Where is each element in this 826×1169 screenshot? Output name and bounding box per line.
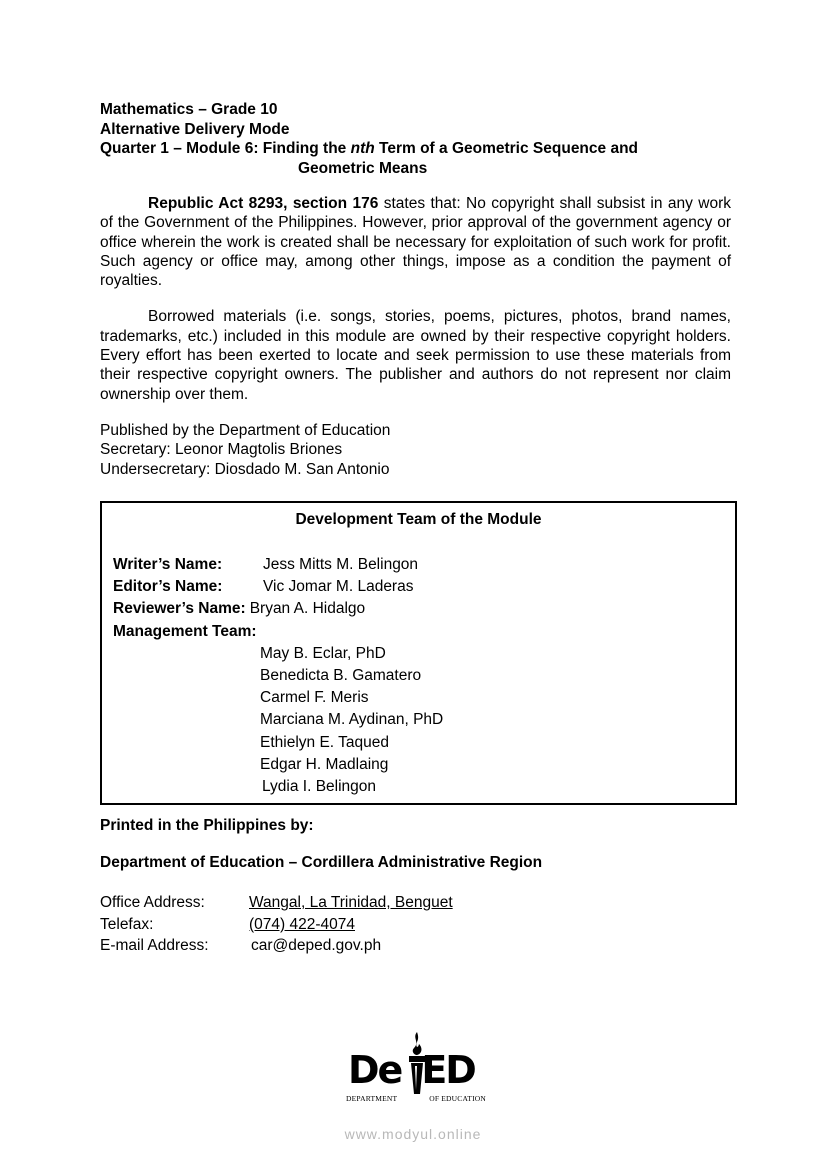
editor-row: Editor’s Name: Vic Jomar M. Laderas (113, 578, 414, 596)
borrowed-materials-paragraph: Borrowed materials (i.e. songs, stories, poems, pictures, photos, brand names, trademarks, etc.) included in this module are owned by their respective copyright holders. Every effort has been exerted to locate and seek permission to use these materials from their respective copyright owners. The publisher and authors do not represent nor claim ownership over them. (100, 308, 731, 403)
header-subject: Mathematics – Grade 10 (100, 101, 278, 118)
header-module-title: Quarter 1 – Module 6: Finding the nth Term of a Geometric Sequence and (100, 140, 639, 157)
reviewer-row: Reviewer’s Name: Bryan A. Hidalgo (113, 600, 366, 618)
development-team-box (100, 501, 737, 805)
telefax-link[interactable]: (074) 422-4074 (249, 915, 355, 933)
list-item: Marciana M. Aydinan, PhD (260, 711, 444, 729)
email-row: E-mail Address: car@deped.gov.ph (100, 935, 453, 957)
list-item: Carmel F. Meris (260, 689, 369, 707)
printed-by-label: Printed in the Philippines by: (100, 817, 314, 834)
email-address: car@deped.gov.ph (251, 937, 382, 955)
list-item: May B. Eclar, PhD (260, 644, 386, 662)
management-list (113, 643, 443, 798)
publisher-info: Published by the Department of Education Secretary: Leonor Magtolis Briones Undersecretary: Diosdado M. San Antonio (100, 421, 391, 478)
deped-wordmark: De ED (348, 1048, 475, 1092)
copyright-paragraph: Republic Act 8293, section 176 states that: No copyright shall subsist in any work of the Government of the Philippines. However, prior approval of the government agency or office wherein the work is created shall be necessary for exploitation of such work for profit. Such agency or office may, among other things, impose as a condition the payment of royalties. (100, 195, 731, 290)
document-page (100, 100, 731, 479)
list-item: Benedicta B. Gamatero (260, 667, 422, 685)
deped-subtitle: DEPARTMENT OF EDUCATION (346, 1094, 486, 1103)
deped-logo (346, 1032, 486, 1104)
list-item: Lydia I. Belingon (262, 778, 377, 796)
writer-row: Writer’s Name: Jess Mitts M. Belingon (113, 556, 419, 573)
watermark: www.modyul.online (344, 1126, 482, 1142)
telefax-row: Telefax: (074) 422-4074 (100, 914, 453, 936)
module-header (100, 100, 731, 178)
printer-region: Department of Education – Cordillera Administrative Region (100, 854, 543, 871)
header-mode: Alternative Delivery Mode (100, 120, 290, 138)
office-address-link[interactable]: Wangal, La Trinidad, Benguet (249, 894, 453, 911)
contact-info (100, 892, 453, 957)
header-module-title-cont: Geometric Means (298, 159, 428, 177)
list-item: Edgar H. Madlaing (260, 755, 389, 773)
management-row: Management Team: (113, 622, 257, 640)
list-item: Ethielyn E. Taqued (260, 733, 389, 751)
team-title: Development Team of the Module (295, 511, 542, 528)
office-address-row: Office Address: Wangal, La Trinidad, Benguet (100, 892, 453, 914)
